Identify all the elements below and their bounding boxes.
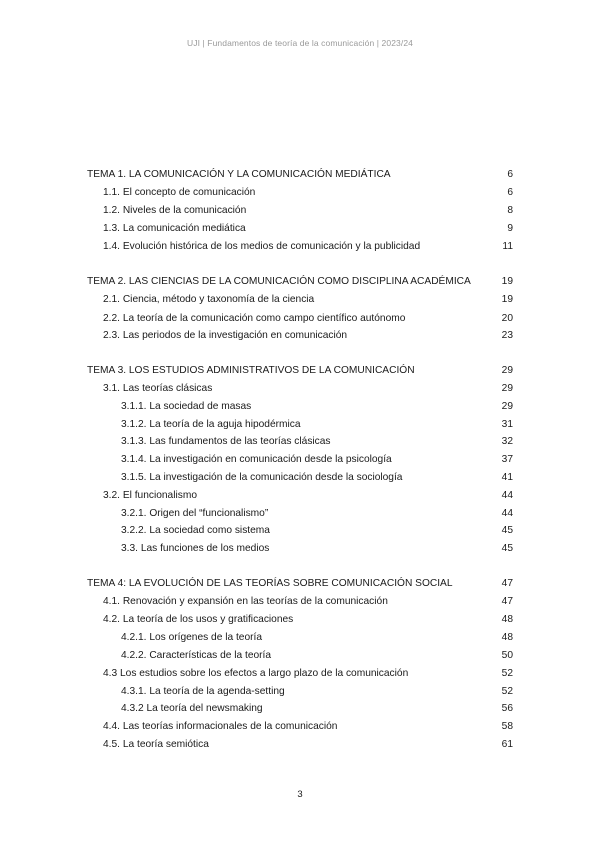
- toc-entry-page: 19: [501, 294, 513, 305]
- toc-entry-label: 2.3. Las periodos de la investigación en comunicación: [103, 330, 348, 341]
- toc-entry-label: 4.2. La teoría de los usos y gratificaciones: [103, 614, 294, 625]
- toc-entry-row: [0, 667, 600, 681]
- toc-entry-page: 29: [501, 365, 513, 376]
- toc-entry-row: [0, 613, 600, 627]
- running-header: UJI | Fundamentos de teoría de la comunicación | 2023/24: [187, 38, 413, 48]
- toc-entry-page: 6: [507, 187, 513, 198]
- toc-entry-label: 3.1. Las teorías clásicas: [103, 383, 213, 394]
- toc-entry-label: TEMA 4: LA EVOLUCIÓN DE LAS TEORÍAS SOBRE COMUNICACIÓN SOCIAL: [87, 578, 453, 589]
- toc-entry-page: 61: [501, 739, 513, 750]
- toc-entry-row: [0, 418, 600, 432]
- toc-entry-row: [0, 312, 600, 326]
- toc-entry-label: 4.4. Las teorías informacionales de la comunicación: [103, 721, 338, 732]
- page-number: 3: [297, 789, 303, 800]
- toc-entry-label: TEMA 2. LAS CIENCIAS DE LA COMUNICACIÓN COMO DISCIPLINA ACADÉMICA: [87, 276, 471, 287]
- toc-entry-page: 44: [501, 508, 513, 519]
- toc-entry-row: [0, 507, 600, 521]
- toc-entry-row: [0, 471, 600, 485]
- toc-entry-row: [0, 649, 600, 663]
- toc-entry-row: [0, 293, 600, 307]
- toc-entry-page: 48: [501, 614, 513, 625]
- toc-entry-label: TEMA 1. LA COMUNICACIÓN Y LA COMUNICACIÓN MEDIÁTICA: [87, 169, 391, 180]
- toc-entry-row: [0, 702, 600, 716]
- toc-entry-page: 52: [501, 668, 513, 679]
- toc-entry-label: 4.1. Renovación y expansión en las teorías de la comunicación: [103, 596, 388, 607]
- toc-entry-page: 29: [501, 401, 513, 412]
- toc-entry-label: 3.2. El funcionalismo: [103, 490, 198, 501]
- toc-entry-row: [0, 222, 600, 236]
- toc-entry-page: 56: [501, 703, 513, 714]
- toc-entry-row: [0, 240, 600, 254]
- toc-entry-page: 20: [501, 313, 513, 324]
- toc-entry-row: [0, 631, 600, 645]
- toc-entry-label: 2.2. La teoría de la comunicación como campo científico autónomo: [103, 313, 406, 324]
- toc-entry-page: 32: [501, 436, 513, 447]
- toc-entry-label: 4.3 Los estudios sobre los efectos a largo plazo de la comunicación: [103, 668, 409, 679]
- toc-entry-label: 2.1. Ciencia, método y taxonomía de la ciencia: [103, 294, 315, 305]
- toc-entry-label: 1.3. La comunicación mediática: [103, 223, 246, 234]
- toc-chapter-row: [0, 577, 600, 591]
- toc-entry-page: 23: [501, 330, 513, 341]
- toc-entry-page: 8: [507, 205, 513, 216]
- toc-entry-label: 4.5. La teoría semiótica: [103, 739, 209, 750]
- toc-entry-row: [0, 435, 600, 449]
- toc-entry-row: [0, 738, 600, 752]
- toc-entry-label: 1.2. Niveles de la comunicación: [103, 205, 247, 216]
- toc-entry-page: 47: [501, 596, 513, 607]
- toc-entry-label: 3.3. Las funciones de los medios: [121, 543, 270, 554]
- toc-entry-row: [0, 453, 600, 467]
- toc-entry-label: TEMA 3. LOS ESTUDIOS ADMINISTRATIVOS DE LA COMUNICACIÓN: [87, 365, 415, 376]
- toc-entry-label: 4.3.1. La teoría de la agenda-setting: [121, 686, 285, 697]
- toc-entry-label: 4.2.2. Características de la teoría: [121, 650, 272, 661]
- toc-entry-label: 3.1.5. La investigación de la comunicación desde la sociología: [121, 472, 403, 483]
- toc-entry-label: 4.2.1. Los orígenes de la teoría: [121, 632, 263, 643]
- toc-entry-page: 11: [502, 241, 513, 252]
- toc-entry-row: [0, 524, 600, 538]
- toc-chapter-row: [0, 168, 600, 182]
- toc-entry-row: [0, 186, 600, 200]
- toc-entry-row: [0, 595, 600, 609]
- toc-entry-page: 19: [501, 276, 513, 287]
- toc-entry-page: 50: [501, 650, 513, 661]
- toc-entry-label: 1.4. Evolución histórica de los medios de comunicación y la publicidad: [103, 241, 421, 252]
- toc-entry-row: [0, 685, 600, 699]
- toc-entry-label: 3.2.2. La sociedad como sistema: [121, 525, 270, 536]
- toc-entry-page: 6: [507, 169, 513, 180]
- toc-entry-label: 4.3.2 La teoría del newsmaking: [121, 703, 263, 714]
- toc-entry-page: 52: [501, 686, 513, 697]
- toc-entry-page: 58: [501, 721, 513, 732]
- toc-entry-row: [0, 720, 600, 734]
- toc-entry-page: 41: [501, 472, 513, 483]
- toc-entry-page: 37: [501, 454, 513, 465]
- toc-entry-row: [0, 204, 600, 218]
- toc-entry-label: 3.1.3. Las fundamentos de las teorías clásicas: [121, 436, 331, 447]
- toc-entry-label: 3.2.1. Origen del “funcionalismo”: [121, 508, 269, 519]
- toc-entry-row: [0, 542, 600, 556]
- toc-entry-page: 9: [507, 223, 513, 234]
- toc-entry-row: [0, 489, 600, 503]
- toc-entry-label: 3.1.4. La investigación en comunicación desde la psicología: [121, 454, 392, 465]
- toc-entry-page: 47: [501, 578, 513, 589]
- toc-entry-row: [0, 329, 600, 343]
- toc-entry-page: 31: [501, 419, 513, 430]
- toc-entry-page: 48: [501, 632, 513, 643]
- toc-entry-row: [0, 400, 600, 414]
- toc-chapter-row: [0, 275, 600, 289]
- toc-entry-page: 44: [501, 490, 513, 501]
- toc-entry-label: 3.1.1. La sociedad de masas: [121, 401, 252, 412]
- toc-entry-label: 3.1.2. La teoría de la aguja hipodérmica: [121, 419, 301, 430]
- toc-entry-row: [0, 382, 600, 396]
- toc-entry-label: 1.1. El concepto de comunicación: [103, 187, 256, 198]
- toc-entry-page: 45: [501, 543, 513, 554]
- toc-entry-page: 29: [501, 383, 513, 394]
- toc-chapter-row: [0, 364, 600, 378]
- toc-entry-page: 45: [501, 525, 513, 536]
